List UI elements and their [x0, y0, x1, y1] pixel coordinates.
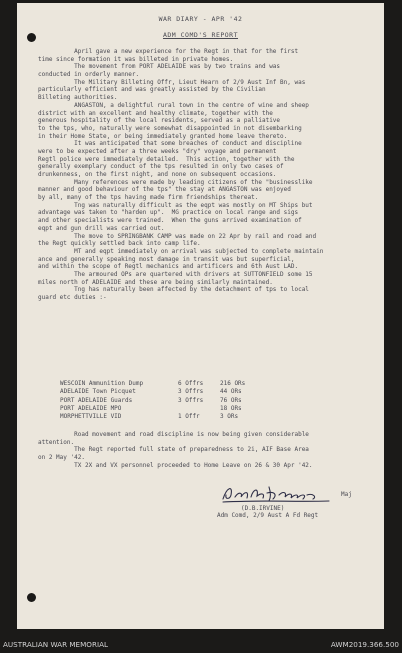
body-text-line: miles north of ADELAIDE and these are being similarly maintained. — [38, 278, 273, 286]
duty-row — [60, 397, 320, 405]
handwritten-signature — [217, 481, 335, 505]
body-text-line: The move to SPRINGBANK CAMP was made on 22 Apr by rail and road and — [38, 232, 317, 240]
body-text-line: It was anticipated that some breaches of conduct and discipline — [38, 140, 302, 148]
duty-row — [60, 413, 320, 421]
duty-officers: 1 Offr — [178, 413, 200, 421]
body-text-line: April gave a new experience for the Regt in that for the first — [38, 48, 299, 55]
body-text-line: eqpt and gun drill was carried out. — [38, 224, 165, 232]
guard-duties-table — [60, 380, 320, 421]
report-body — [38, 48, 378, 302]
duty-location: MORPHETTVILLE VID — [60, 413, 122, 421]
duty-row — [60, 405, 320, 413]
duty-location: ADELAIDE Town Picquet — [60, 388, 136, 396]
report-closing — [38, 431, 378, 469]
body-text-line: to the tps, who, naturally were somewhat disappointed in not disembarking — [38, 124, 302, 132]
body-text-line: generous hospitality of the local residents, served as a palliative — [38, 117, 281, 125]
footer-accession-number: AWM2019.366.500 — [330, 640, 399, 649]
body-text-line: The movement from PORT ADELAIDE was by two trains and was — [38, 63, 281, 71]
duty-other-ranks: 76 ORs — [220, 396, 242, 404]
body-text-line: advantage was taken to "harden up". MG practice on local range and sigs — [38, 209, 299, 217]
body-text-line: Tng has naturally been affected by the detachment of tps to local — [38, 286, 309, 294]
body-text-line: conducted in orderly manner. — [38, 71, 140, 79]
signature-block — [217, 481, 377, 520]
report-heading: ADM COMD'S REPORT — [162, 31, 239, 39]
closing-text-line: TX 2X and VX personnel proceeded to Home Leave on 26 & 30 Apr '42. — [38, 461, 313, 469]
body-text-line: The Military Billeting Offr, Lieut Hearn of 2/9 Aust Inf Bn, was — [38, 78, 306, 86]
duty-location: PORT ADELAIDE MPO — [60, 404, 122, 412]
body-text-line: and within the scope of Regtl mechanics and artificers and 6th Aust LAD. — [38, 263, 299, 271]
closing-text-line: The Regt reported full state of preparedness to 2i, AIF Base Area — [38, 446, 309, 454]
closing-text-line: Road movement and road discipline is now being given considerable — [38, 431, 309, 438]
body-text-line: and other specialists were trained. When the guns arrived examination of — [38, 217, 302, 225]
body-text-line: by all, many of the tps having made firm friendships thereat. — [38, 194, 259, 202]
diary-heading: WAR DIARY - APR '42 — [158, 15, 243, 23]
body-text-line: drunkenness, on the first night, and none on subsequent occasions. — [38, 171, 277, 178]
footer-institution: AUSTRALIAN WAR MEMORIAL — [3, 640, 108, 649]
body-text-line: MT and eqpt immediately on arrival was subjected to complete maintain — [38, 247, 324, 255]
body-text-line: guard etc duties :- — [38, 294, 107, 301]
duty-other-ranks: 216 ORs — [220, 380, 246, 387]
body-text-line: the Regt quickly settled back into camp life. — [38, 240, 201, 248]
body-text-line: particularly efficient and was greatly assisted by the Civilian — [38, 86, 266, 94]
duty-row — [60, 388, 320, 396]
duty-row — [60, 380, 320, 388]
signatory-name: (D.B.IRVINE) — [241, 505, 285, 512]
body-text-line: Many references were made by leading citizens of the "businesslike — [38, 178, 313, 186]
body-text-line: generally exemplary conduct of the tps resulted in only two cases of — [38, 163, 284, 171]
rank-label: Maj — [341, 491, 352, 498]
document-page — [17, 3, 384, 629]
body-text-line: Regtl police were immediately detailed. This action, together with the — [38, 155, 295, 163]
punch-hole — [27, 593, 36, 602]
body-text-line: district with an excellent and healthy climate, together with the — [38, 109, 273, 117]
duty-officers: 3 Offrs — [178, 396, 204, 404]
body-text-line: Tng was naturally difficult as the eqpt was mostly on MT Ships but — [38, 201, 313, 209]
duty-officers: 3 Offrs — [178, 388, 204, 396]
archive-footer — [0, 640, 402, 653]
signatory-title: Adm Comd, 2/9 Aust A Fd Regt — [217, 512, 319, 520]
duty-other-ranks: 18 ORs — [220, 404, 242, 412]
duty-location: PORT ADELAIDE Guards — [60, 396, 133, 404]
duty-location: WESCOIN Ammunition Dump — [60, 380, 144, 387]
body-text-line: in their Home State, or being immediately granted home leave thereto. — [38, 132, 288, 140]
body-text-line: manner and good behaviour of the tps" the stay at ANGASTON was enjoyed — [38, 186, 291, 194]
closing-text-line: on 2 May '42. — [38, 454, 85, 462]
body-text-line: The armoured OPs are quartered with drivers at SUTTONFIELD some 15 — [38, 270, 313, 278]
body-text-line: time since formation it was billeted in private homes. — [38, 55, 234, 63]
duty-other-ranks: 44 ORs — [220, 388, 242, 396]
duty-other-ranks: 3 ORs — [220, 413, 239, 421]
body-text-line: were to be expected after a three weeks "dry" voyage and permanent — [38, 147, 277, 155]
body-text-line: ANGASTON, a delightful rural town in the centre of wine and sheep — [38, 101, 309, 109]
body-text-line: ance and generally speaking most damage in transit was but superficial, — [38, 255, 295, 263]
duty-officers: 6 Offrs — [178, 380, 204, 387]
closing-text-line: attention. — [38, 438, 75, 446]
body-text-line: Billeting authorities. — [38, 94, 118, 102]
